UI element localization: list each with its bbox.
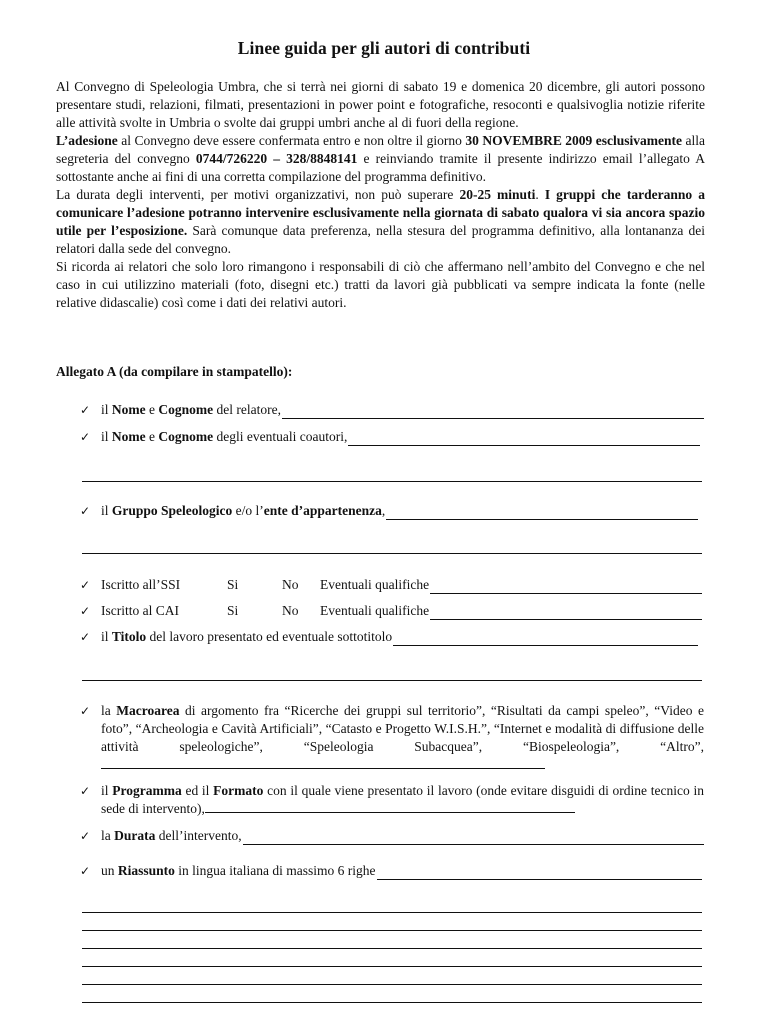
- cai-no-option[interactable]: No: [282, 603, 299, 618]
- field-label: [101, 827, 242, 845]
- ssi-si-option[interactable]: Si: [227, 577, 239, 592]
- text-span: La durata degli interventi, per motivi organizzativi, non può superare: [56, 187, 460, 202]
- ssi-label: Iscritto all’SSI: [101, 577, 181, 592]
- riassunto-line-6[interactable]: [82, 1002, 702, 1003]
- text-span: degli eventuali coautori,: [213, 429, 348, 444]
- checkmark-icon: ✓: [80, 784, 91, 798]
- text-span: con il quale viene presentato il lavoro (onde evitare disguidi di ordine tecnico in sede di intervento),: [101, 783, 704, 816]
- cai-label: Iscritto al CAI: [101, 603, 179, 618]
- field-programma: [80, 782, 704, 818]
- intro-text: [56, 78, 705, 312]
- bold-text: Gruppo Speleologico: [111, 503, 233, 518]
- ssi-no-option[interactable]: No: [282, 577, 299, 592]
- text-span: la: [101, 828, 115, 843]
- checkmark-icon: ✓: [80, 630, 91, 644]
- intro-paragraph-3: [56, 186, 705, 258]
- text-span: ed il: [181, 783, 214, 798]
- checkmark-icon: ✓: [80, 403, 91, 417]
- bold-text: Riassunto: [117, 863, 175, 878]
- text-span: del lavoro presentato ed eventuale sottotitolo: [146, 629, 393, 644]
- intro-paragraph-2: [56, 132, 705, 186]
- duration-bold: 20-25 minuti: [459, 187, 536, 202]
- programma-fill-line[interactable]: [205, 802, 575, 813]
- riassunto-line-2[interactable]: [82, 930, 702, 931]
- text-span: e: [145, 402, 159, 417]
- riassunto-line-1[interactable]: [82, 912, 702, 913]
- bold-text: Formato: [213, 783, 264, 798]
- field-relatore: [80, 401, 704, 419]
- field-label: [101, 628, 392, 646]
- field-riassunto: [80, 862, 702, 880]
- field-titolo: [80, 628, 698, 646]
- field-label: [101, 401, 281, 419]
- field-label: [101, 702, 704, 774]
- text-span: e: [145, 429, 159, 444]
- checkmark-icon: ✓: [80, 604, 91, 618]
- intro-paragraph-4: Si ricorda ai relatori che solo loro rimangono i responsabili di ciò che affermano nell’ambito del Convegno e che nel caso in cui utilizzino materiali (foto, disegni etc.) tratti da lavori già pubblicati va sempre indicata la fonte (nelle relative didascalie) così come i dati dei relativi autori.: [56, 259, 705, 310]
- text-span: il: [101, 783, 113, 798]
- checkmark-icon: ✓: [80, 430, 91, 444]
- text-span: il: [101, 503, 112, 518]
- checkmark-icon: ✓: [80, 504, 91, 518]
- ssi-qualifiche-fill-line[interactable]: [430, 580, 702, 594]
- cai-qualifiche-label: Eventuali qualifiche: [320, 603, 430, 618]
- text-span: del relatore,: [213, 402, 281, 417]
- riassunto-fill-line[interactable]: [377, 866, 703, 880]
- text-span: e reinviando tramite il presente indirizzo email l’allegato A sottostante anche ai fini di una corretta compilazione del programma definitivo.: [56, 151, 705, 184]
- adesione-bold: L’adesione: [56, 133, 118, 148]
- bold-text: ente d’appartenenza: [263, 503, 382, 518]
- bold-text: Cognome: [158, 429, 214, 444]
- field-ssi: [80, 576, 702, 594]
- cai-qualifiche-fill-line[interactable]: [430, 606, 702, 620]
- titolo-fill-line[interactable]: [393, 632, 698, 646]
- bold-text: Nome: [111, 429, 146, 444]
- field-gruppo: [80, 502, 698, 520]
- text-span: in lingua italiana di massimo 6 righe: [174, 863, 376, 878]
- cai-si-option[interactable]: Si: [227, 603, 239, 618]
- allegato-heading: Allegato A (da compilare in stampatello):: [56, 364, 293, 379]
- bold-text: Cognome: [158, 402, 214, 417]
- text-span: ,: [381, 503, 386, 518]
- checkmark-icon: ✓: [80, 578, 91, 592]
- durata-fill-line[interactable]: [243, 831, 704, 845]
- text-span: il: [101, 402, 112, 417]
- text-span: Sarà comunque data preferenza, nella stesura del programma definitivo, alla lontananza dei relatori dalla sede del convegno.: [56, 223, 705, 256]
- gruppo-extra-line[interactable]: [82, 553, 702, 554]
- coautori-extra-line[interactable]: [82, 481, 702, 482]
- intro-paragraph-1: Al Convegno di Speleologia Umbra, che si terrà nei giorni di sabato 19 e domenica 20 dicembre, gli autori possono presentare studi, relazioni, filmati, presentazioni in power point e fotografiche, resoconti e qualsivoglia notizie riferite alle attività svolte in Umbria o svolte dai gruppi umbri anche al di fuori della regione.: [56, 79, 705, 130]
- text-span: di argomento fra “Ricerche dei gruppi sul territorio”, “Risultati da campi speleo”, “Video e foto”, “Archeologia e Cavità Artificiali”, “Catasto e Progetto W.I.S.H.”, “Internet e modalità di diffusione delle attività speleologiche”, “Speleologia Subacquea”, “Biospeleologia”, “Altro”,: [101, 703, 704, 754]
- bold-text: Nome: [111, 402, 146, 417]
- macroarea-fill-line[interactable]: [101, 758, 545, 769]
- text-span: un: [101, 863, 118, 878]
- relatore-fill-line[interactable]: [282, 405, 704, 419]
- text-span: la: [101, 703, 117, 718]
- bold-text: Macroarea: [116, 703, 180, 718]
- checkmark-icon: ✓: [80, 864, 91, 878]
- bold-text: Durata: [114, 828, 156, 843]
- deadline-bold: 30 NOVEMBRE 2009 esclusivamente: [465, 133, 683, 148]
- riassunto-line-5[interactable]: [82, 984, 702, 985]
- field-label: [101, 428, 347, 446]
- page-title: Linee guida per gli autori di contributi: [237, 38, 531, 58]
- titolo-extra-line[interactable]: [82, 680, 702, 681]
- field-label: [101, 862, 376, 880]
- ssi-qualifiche-label: Eventuali qualifiche: [320, 577, 430, 592]
- text-span: il: [101, 629, 112, 644]
- coautori-fill-line[interactable]: [348, 432, 700, 446]
- field-macroarea: [80, 702, 704, 774]
- field-label: [101, 782, 704, 818]
- text-span: il: [101, 429, 112, 444]
- checkmark-icon: ✓: [80, 829, 91, 843]
- bold-text: Titolo: [111, 629, 147, 644]
- field-durata: [80, 827, 704, 845]
- text-span: al Convegno deve essere confermata entro e non oltre il giorno: [117, 133, 466, 148]
- field-cai: [80, 602, 702, 620]
- text-span: .: [535, 187, 545, 202]
- riassunto-line-4[interactable]: [82, 966, 702, 967]
- text-span: dell’intervento,: [155, 828, 242, 843]
- field-label: [101, 502, 385, 520]
- phone-numbers: 0744/726220 – 328/8848141: [195, 151, 358, 166]
- field-coautori: [80, 428, 700, 446]
- checkmark-icon: ✓: [80, 704, 91, 718]
- text-span: alla segreteria del convegno: [56, 133, 705, 166]
- groups-notice-bold: I gruppi che tarderanno a comunicare l’adesione potranno intervenire esclusivamente nella giornata di sabato qualora vi sia ancora spazio utile per l’esposizione.: [56, 187, 705, 238]
- riassunto-line-3[interactable]: [82, 948, 702, 949]
- gruppo-fill-line[interactable]: [386, 506, 698, 520]
- bold-text: Programma: [112, 783, 182, 798]
- text-span: e/o l’: [232, 503, 264, 518]
